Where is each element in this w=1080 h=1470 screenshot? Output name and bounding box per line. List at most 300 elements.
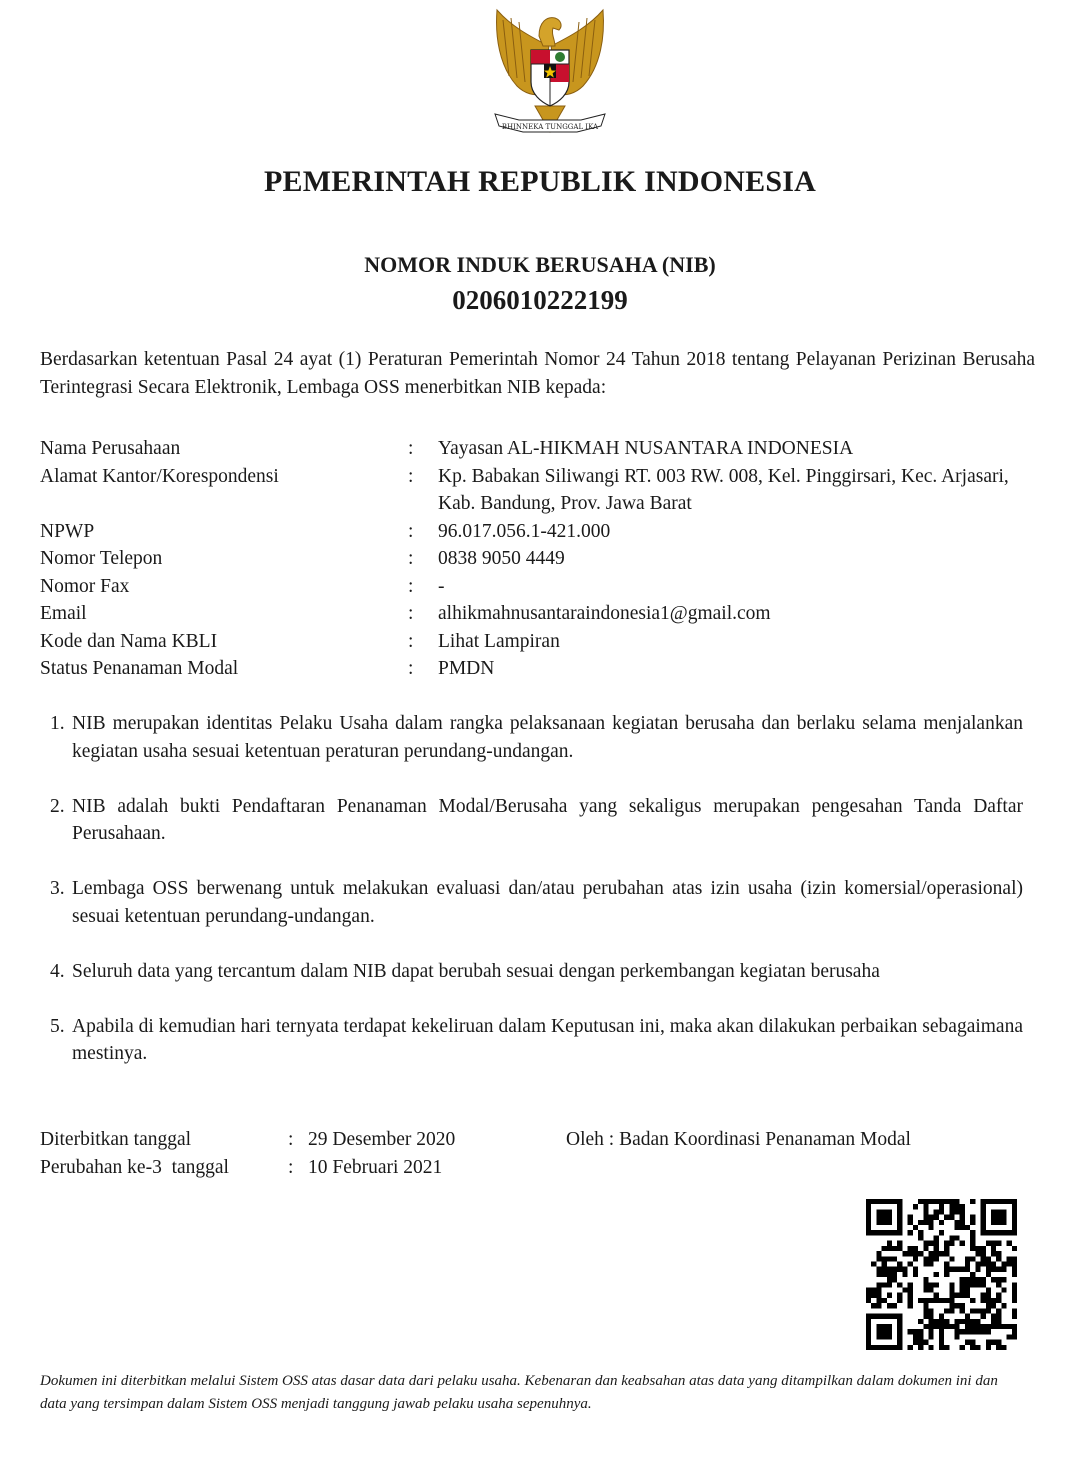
qr-module: [928, 1199, 933, 1204]
revision-label: Perubahan ke-3 tanggal: [40, 1157, 229, 1178]
issued-row: [40, 1126, 1040, 1154]
qr-module: [1012, 1246, 1017, 1251]
qr-module: [1012, 1267, 1017, 1272]
qr-module: [928, 1298, 933, 1303]
qr-module: [991, 1340, 996, 1345]
qr-module: [975, 1277, 980, 1282]
qr-module: [923, 1209, 928, 1214]
qr-finder: [866, 1314, 871, 1350]
qr-module: [934, 1272, 939, 1277]
qr-module: [892, 1277, 897, 1282]
qr-finder: [866, 1230, 902, 1235]
qr-module: [928, 1324, 933, 1329]
qr-module: [923, 1199, 928, 1204]
qr-module: [1007, 1324, 1012, 1329]
qr-module: [965, 1319, 970, 1324]
qr-module: [986, 1345, 991, 1350]
qr-module: [928, 1345, 933, 1350]
field-npwp: [40, 518, 1040, 546]
qr-module: [928, 1225, 933, 1230]
qr-module: [882, 1256, 887, 1261]
qr-module: [960, 1293, 965, 1298]
qr-finder: [1012, 1199, 1017, 1235]
qr-module: [1012, 1293, 1017, 1298]
qr-module: [902, 1272, 907, 1277]
qr-finder: [897, 1314, 902, 1350]
qr-module: [913, 1329, 918, 1334]
qr-finder: [981, 1230, 1017, 1235]
qr-finder: [991, 1209, 1007, 1225]
qr-module: [970, 1215, 975, 1220]
note-number: 2.: [50, 795, 65, 817]
qr-module: [949, 1324, 954, 1329]
field-investment-status: [40, 655, 1040, 683]
note-number: 1.: [50, 713, 65, 734]
qr-finder: [981, 1199, 986, 1235]
qr-finder: [866, 1199, 871, 1235]
qr-module: [981, 1329, 986, 1334]
qr-module: [923, 1215, 928, 1220]
qr-finder: [866, 1345, 902, 1350]
qr-module: [960, 1209, 965, 1214]
qr-module: [1012, 1282, 1017, 1287]
qr-module: [934, 1256, 939, 1261]
qr-module: [923, 1241, 928, 1246]
note-text: NIB merupakan identitas Pelaku Usaha dalam rangka pelaksanaan kegiatan berusaha dan berlaku selama menjalankan kegiatan usaha sesuai ketentuan peraturan perundang-undangan.: [72, 713, 1023, 762]
qr-module: [960, 1215, 965, 1220]
qr-module: [981, 1308, 986, 1313]
qr-module: [876, 1256, 881, 1261]
revision-date: 10 Februari 2021: [308, 1157, 443, 1178]
qr-module: [939, 1204, 944, 1209]
qr-module: [970, 1340, 975, 1345]
intro-paragraph: Berdasarkan ketentuan Pasal 24 ayat (1) Peraturan Pemerintah Nomor 24 Tahun 2018 tentang Pelayanan Perizinan Berusaha Terintegrasi Secara Elektronik, Lembaga OSS menerbitkan NIB kepada:: [40, 349, 1035, 398]
qr-module: [970, 1235, 975, 1240]
qr-module: [897, 1282, 902, 1287]
qr-module: [955, 1329, 960, 1334]
qr-module: [949, 1215, 954, 1220]
qr-module: [991, 1246, 996, 1251]
revision-colon: :: [288, 1157, 294, 1178]
qr-module: [1012, 1288, 1017, 1293]
field-kbli: [40, 628, 1040, 656]
qr-module: [918, 1340, 923, 1345]
qr-module: [887, 1241, 892, 1246]
qr-module: [908, 1220, 913, 1225]
qr-module: [991, 1251, 996, 1256]
qr-module: [923, 1314, 928, 1319]
qr-module: [996, 1282, 1001, 1287]
document-title: NOMOR INDUK BERUSAHA (NIB): [364, 252, 716, 277]
qr-module: [882, 1298, 887, 1303]
qr-module: [928, 1288, 933, 1293]
qr-module: [934, 1324, 939, 1329]
qr-module: [996, 1267, 1001, 1272]
qr-module: [975, 1246, 980, 1251]
qr-module: [955, 1235, 960, 1240]
qr-module: [986, 1272, 991, 1277]
qr-module: [986, 1340, 991, 1345]
qr-module: [923, 1256, 928, 1261]
qr-module: [991, 1241, 996, 1246]
qr-module: [876, 1282, 881, 1287]
qr-module: [1001, 1261, 1006, 1266]
qr-module: [882, 1246, 887, 1251]
qr-module: [928, 1308, 933, 1313]
field-colon: :: [408, 658, 414, 679]
qr-module: [955, 1204, 960, 1209]
qr-module: [934, 1298, 939, 1303]
qr-module: [955, 1324, 960, 1329]
qr-module: [1012, 1261, 1017, 1266]
qr-module: [887, 1293, 892, 1298]
qr-module: [939, 1319, 944, 1324]
field-value: Lihat Lampiran: [438, 630, 560, 652]
qr-module: [981, 1261, 986, 1266]
qr-module: [918, 1329, 923, 1334]
qr-module: [960, 1345, 965, 1350]
qr-module: [892, 1256, 897, 1261]
qr-module: [939, 1209, 944, 1214]
qr-finder: [897, 1199, 902, 1235]
qr-module: [1007, 1261, 1012, 1266]
qr-module: [876, 1251, 881, 1256]
qr-module: [975, 1308, 980, 1313]
qr-module: [944, 1251, 949, 1256]
qr-module: [871, 1261, 876, 1266]
qr-module: [939, 1298, 944, 1303]
qr-module: [913, 1340, 918, 1345]
field-colon: :: [408, 465, 414, 487]
qr-module: [928, 1251, 933, 1256]
qr-module: [913, 1334, 918, 1339]
qr-module: [913, 1251, 918, 1256]
government-title: PEMERINTAH REPUBLIK INDONESIA: [264, 165, 816, 198]
qr-module: [918, 1251, 923, 1256]
qr-module: [970, 1256, 975, 1261]
qr-module: [934, 1293, 939, 1298]
qr-module: [928, 1256, 933, 1261]
qr-module: [939, 1340, 944, 1345]
qr-module: [996, 1319, 1001, 1324]
qr-module: [1012, 1272, 1017, 1277]
field-colon: :: [408, 630, 414, 652]
qr-module: [965, 1329, 970, 1334]
qr-module: [918, 1334, 923, 1339]
qr-module: [928, 1220, 933, 1225]
qr-module: [908, 1261, 913, 1266]
qr-module: [876, 1303, 881, 1308]
qr-module: [897, 1293, 902, 1298]
qr-module: [928, 1215, 933, 1220]
field-value: 96.017.056.1-421.000: [438, 520, 611, 542]
qr-module: [1001, 1324, 1006, 1329]
qr-module: [996, 1251, 1001, 1256]
qr-module: [928, 1334, 933, 1339]
qr-module: [908, 1230, 913, 1235]
qr-module: [934, 1251, 939, 1256]
qr-module: [897, 1246, 902, 1251]
qr-module: [939, 1334, 944, 1339]
qr-module: [986, 1329, 991, 1334]
qr-module: [882, 1261, 887, 1266]
note-item: [50, 1013, 1023, 1068]
qr-module: [908, 1298, 913, 1303]
qr-module: [908, 1251, 913, 1256]
note-number: 3.: [50, 878, 65, 899]
qr-module: [991, 1277, 996, 1282]
qr-module: [991, 1298, 996, 1303]
field-value: alhikmahnusantaraindonesia1@gmail.com: [438, 603, 771, 624]
qr-module: [970, 1220, 975, 1225]
qr-module: [892, 1303, 897, 1308]
qr-module: [1001, 1267, 1006, 1272]
qr-module: [1012, 1324, 1017, 1329]
qr-module: [918, 1298, 923, 1303]
qr-module: [944, 1272, 949, 1277]
qr-module: [908, 1303, 913, 1308]
qr-module: [981, 1293, 986, 1298]
qr-module: [918, 1199, 923, 1204]
qr-module: [944, 1267, 949, 1272]
qr-module: [996, 1340, 1001, 1345]
qr-module: [934, 1235, 939, 1240]
qr-finder: [981, 1199, 1017, 1204]
qr-module: [902, 1251, 907, 1256]
qr-module: [981, 1282, 986, 1287]
qr-module: [996, 1324, 1001, 1329]
qr-module: [908, 1345, 913, 1350]
qr-module: [986, 1324, 991, 1329]
qr-module: [923, 1298, 928, 1303]
qr-module: [928, 1319, 933, 1324]
qr-module: [949, 1204, 954, 1209]
qr-module: [965, 1288, 970, 1293]
qr-module: [949, 1241, 954, 1246]
qr-module: [960, 1277, 965, 1282]
qr-module: [981, 1256, 986, 1261]
qr-module: [897, 1298, 902, 1303]
note-item: [50, 958, 1023, 986]
qr-module: [939, 1314, 944, 1319]
qr-module: [876, 1272, 881, 1277]
qr-module: [913, 1246, 918, 1251]
qr-module: [866, 1298, 871, 1303]
field-value: Kp. Babakan Siliwangi RT. 003 RW. 008, Kel. Pinggirsari, Kec. Arjasari, Kab. Bandung, Prov. Jawa Barat: [438, 465, 1009, 514]
qr-module: [955, 1220, 960, 1225]
qr-module: [939, 1345, 944, 1350]
qr-module: [960, 1225, 965, 1230]
qr-module: [965, 1225, 970, 1230]
qr-module: [955, 1303, 960, 1308]
qr-module: [913, 1272, 918, 1277]
qr-code: [866, 1199, 1017, 1350]
qr-module: [887, 1272, 892, 1277]
qr-module: [1001, 1345, 1006, 1350]
qr-module: [918, 1319, 923, 1324]
garuda-pancasila-emblem: [489, 6, 611, 142]
qr-module: [897, 1261, 902, 1266]
qr-module: [944, 1345, 949, 1350]
qr-module: [882, 1282, 887, 1287]
qr-module: [1007, 1241, 1012, 1246]
qr-module: [975, 1261, 980, 1266]
field-address: [40, 463, 1040, 518]
qr-module: [1012, 1334, 1017, 1339]
qr-module: [949, 1288, 954, 1293]
qr-module: [949, 1256, 954, 1261]
qr-module: [934, 1319, 939, 1324]
qr-module: [996, 1241, 1001, 1246]
qr-module: [1007, 1334, 1012, 1339]
qr-module: [981, 1298, 986, 1303]
qr-module: [902, 1267, 907, 1272]
qr-module: [944, 1261, 949, 1266]
qr-module: [949, 1298, 954, 1303]
qr-module: [991, 1267, 996, 1272]
qr-module: [970, 1282, 975, 1287]
qr-module: [965, 1282, 970, 1287]
qr-module: [955, 1199, 960, 1204]
qr-module: [949, 1267, 954, 1272]
qr-module: [960, 1241, 965, 1246]
qr-module: [996, 1345, 1001, 1350]
qr-module: [975, 1329, 980, 1334]
qr-module: [949, 1199, 954, 1204]
qr-module: [944, 1308, 949, 1313]
qr-module: [871, 1293, 876, 1298]
qr-module: [939, 1199, 944, 1204]
qr-module: [970, 1277, 975, 1282]
qr-module: [1001, 1277, 1006, 1282]
qr-module: [934, 1199, 939, 1204]
note-text: Lembaga OSS berwenang untuk melakukan evaluasi dan/atau perubahan atas izin usaha (izin komersial/operasional) sesuai ketentuan perundang-undangan.: [72, 878, 1023, 927]
note-number: 4.: [50, 960, 65, 982]
qr-module: [949, 1282, 954, 1287]
qr-module: [939, 1324, 944, 1329]
qr-module: [955, 1334, 960, 1339]
qr-module: [981, 1246, 986, 1251]
qr-module: [965, 1277, 970, 1282]
qr-module: [913, 1225, 918, 1230]
qr-module: [892, 1272, 897, 1277]
qr-module: [960, 1319, 965, 1324]
field-label: Nomor Fax: [40, 575, 130, 597]
qr-module: [923, 1277, 928, 1282]
note-item: [50, 875, 1023, 930]
qr-module: [965, 1261, 970, 1266]
qr-finder: [866, 1199, 902, 1204]
qr-module: [1012, 1298, 1017, 1303]
qr-module: [913, 1256, 918, 1261]
qr-module: [908, 1215, 913, 1220]
qr-module: [970, 1324, 975, 1329]
note-number: 5.: [50, 1015, 65, 1037]
qr-module: [918, 1345, 923, 1350]
qr-module: [918, 1235, 923, 1240]
qr-module: [897, 1267, 902, 1272]
qr-module: [876, 1267, 881, 1272]
qr-module: [934, 1215, 939, 1220]
svg-text:BHINNEKA TUNGGAL IKA: BHINNEKA TUNGGAL IKA: [501, 123, 599, 131]
qr-module: [949, 1308, 954, 1313]
qr-module: [918, 1230, 923, 1235]
qr-module: [965, 1267, 970, 1272]
qr-module: [991, 1319, 996, 1324]
field-email: [40, 600, 1040, 628]
qr-module: [970, 1345, 975, 1350]
qr-module: [991, 1261, 996, 1266]
issued-colon: :: [288, 1129, 294, 1150]
qr-module: [923, 1308, 928, 1313]
qr-module: [939, 1329, 944, 1334]
qr-module: [975, 1267, 980, 1272]
qr-module: [965, 1340, 970, 1345]
note-text: Seluruh data yang tercantum dalam NIB dapat berubah sesuai dengan perkembangan kegiatan berusaha: [72, 960, 880, 982]
disclaimer: Dokumen ini diterbitkan melalui Sistem OSS atas dasar data dari pelaku usaha. Kebenaran dan keabsahan atas data yang ditampilkan dalam dokumen ini dan data yang tersimpan dalam Sistem OSS menjadi tanggung jawab pelaku usaha sepenuhnya.: [40, 1373, 998, 1412]
qr-module: [996, 1308, 1001, 1313]
qr-module: [923, 1288, 928, 1293]
note-text: Apabila di kemudian hari ternyata terdapat kekeliruan dalam Keputusan ini, maka akan dilakukan perbaikan sebagaimana mestinya.: [72, 1015, 1023, 1064]
note-item: [50, 710, 1023, 765]
qr-module: [981, 1277, 986, 1282]
qr-finder: [866, 1314, 902, 1319]
nib-number: 0206010222199: [452, 285, 628, 315]
qr-module: [892, 1267, 897, 1272]
field-label: Nama Perusahaan: [40, 438, 181, 459]
qr-module: [970, 1241, 975, 1246]
qr-module: [955, 1293, 960, 1298]
field-colon: :: [408, 575, 414, 597]
field-label: Alamat Kantor/Korespondensi: [40, 465, 279, 487]
qr-module: [960, 1329, 965, 1334]
qr-module: [965, 1293, 970, 1298]
qr-module: [1012, 1329, 1017, 1334]
qr-module: [908, 1282, 913, 1287]
qr-module: [960, 1220, 965, 1225]
notes-list: [50, 710, 1023, 1095]
qr-module: [949, 1293, 954, 1298]
qr-module: [928, 1261, 933, 1266]
qr-module: [986, 1241, 991, 1246]
qr-module: [975, 1345, 980, 1350]
qr-module: [991, 1303, 996, 1308]
qr-module: [882, 1267, 887, 1272]
qr-module: [923, 1204, 928, 1209]
field-label: Nomor Telepon: [40, 548, 163, 569]
qr-module: [887, 1277, 892, 1282]
qr-module: [1001, 1288, 1006, 1293]
issuance-info: [40, 1126, 1040, 1182]
qr-module: [934, 1209, 939, 1214]
qr-module: [996, 1293, 1001, 1298]
qr-module: [918, 1220, 923, 1225]
qr-module: [887, 1246, 892, 1251]
qr-module: [970, 1199, 975, 1204]
field-value: Yayasan AL-HIKMAH NUSANTARA INDONESIA: [438, 438, 854, 459]
qr-module: [955, 1267, 960, 1272]
qr-module: [965, 1324, 970, 1329]
field-colon: :: [408, 603, 414, 624]
qr-module: [996, 1298, 1001, 1303]
field-label: Kode dan Nama KBLI: [40, 630, 218, 652]
qr-module: [981, 1314, 986, 1319]
qr-module: [871, 1288, 876, 1293]
qr-module: [913, 1204, 918, 1209]
field-value: PMDN: [438, 658, 495, 679]
qr-module: [897, 1241, 902, 1246]
qr-module: [986, 1261, 991, 1266]
